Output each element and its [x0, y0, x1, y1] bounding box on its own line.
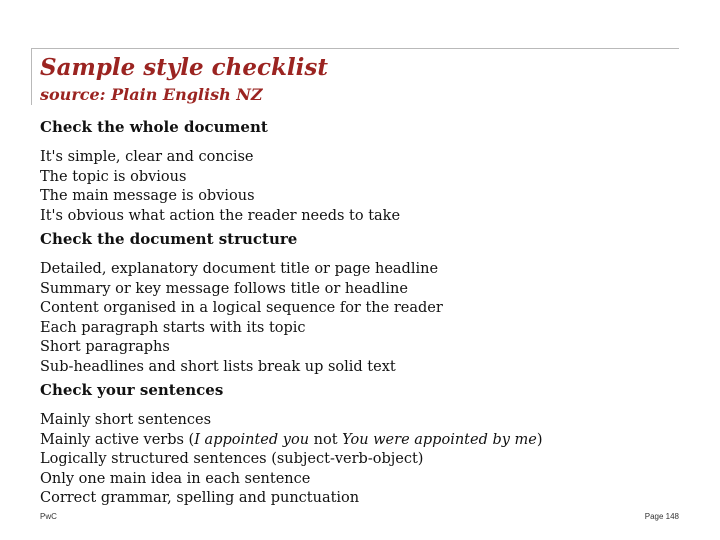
checklist-item-active-verbs [40, 431, 700, 451]
checklist-item: The topic is obvious [40, 168, 187, 185]
section-document-structure [40, 230, 700, 377]
checklist-item: The main message is obvious [40, 188, 255, 204]
slide-title: Sample style checklist [40, 54, 328, 81]
item-text: not [309, 431, 343, 448]
slide-subtitle: source: Plain English NZ [40, 85, 263, 104]
section-sentences [40, 381, 700, 509]
checklist-item: Summary or key message follows title or headline [40, 280, 408, 297]
section-items [40, 148, 700, 226]
checklist-item: Mainly short sentences [40, 412, 212, 428]
checklist-content [40, 118, 700, 509]
example-active: I appointed you [194, 431, 310, 448]
header-rule-vertical [31, 48, 32, 105]
footer-page-number: Page 148 [644, 512, 679, 521]
checklist-item: Short paragraphs [40, 339, 170, 355]
item-text: ) [536, 431, 543, 448]
footer-brand: PwC [40, 512, 57, 521]
section-heading: Check your sentences [40, 381, 224, 399]
item-text: Mainly active verbs ( [40, 431, 195, 448]
checklist-item: Content organised in a logical sequence for the reader [40, 300, 443, 316]
section-heading: Check the document structure [40, 230, 298, 248]
header-rule-horizontal [31, 48, 679, 49]
checklist-item: Logically structured sentences (subject-verb-object) [40, 451, 424, 467]
section-heading: Check the whole document [40, 118, 268, 136]
example-passive: You were appointed by me [342, 431, 537, 448]
section-items [40, 260, 700, 377]
checklist-item: Sub-headlines and short lists break up solid text [40, 358, 396, 375]
checklist-item: Correct grammar, spelling and punctuation [40, 490, 360, 506]
checklist-item: Each paragraph starts with its topic [40, 319, 306, 336]
section-items [40, 411, 700, 509]
checklist-item: It's obvious what action the reader needs to take [40, 207, 401, 224]
checklist-item: Only one main idea in each sentence [40, 470, 311, 487]
checklist-item: Detailed, explanatory document title or page headline [40, 261, 439, 277]
checklist-item: It's simple, clear and concise [40, 149, 254, 165]
section-whole-document [40, 118, 700, 226]
